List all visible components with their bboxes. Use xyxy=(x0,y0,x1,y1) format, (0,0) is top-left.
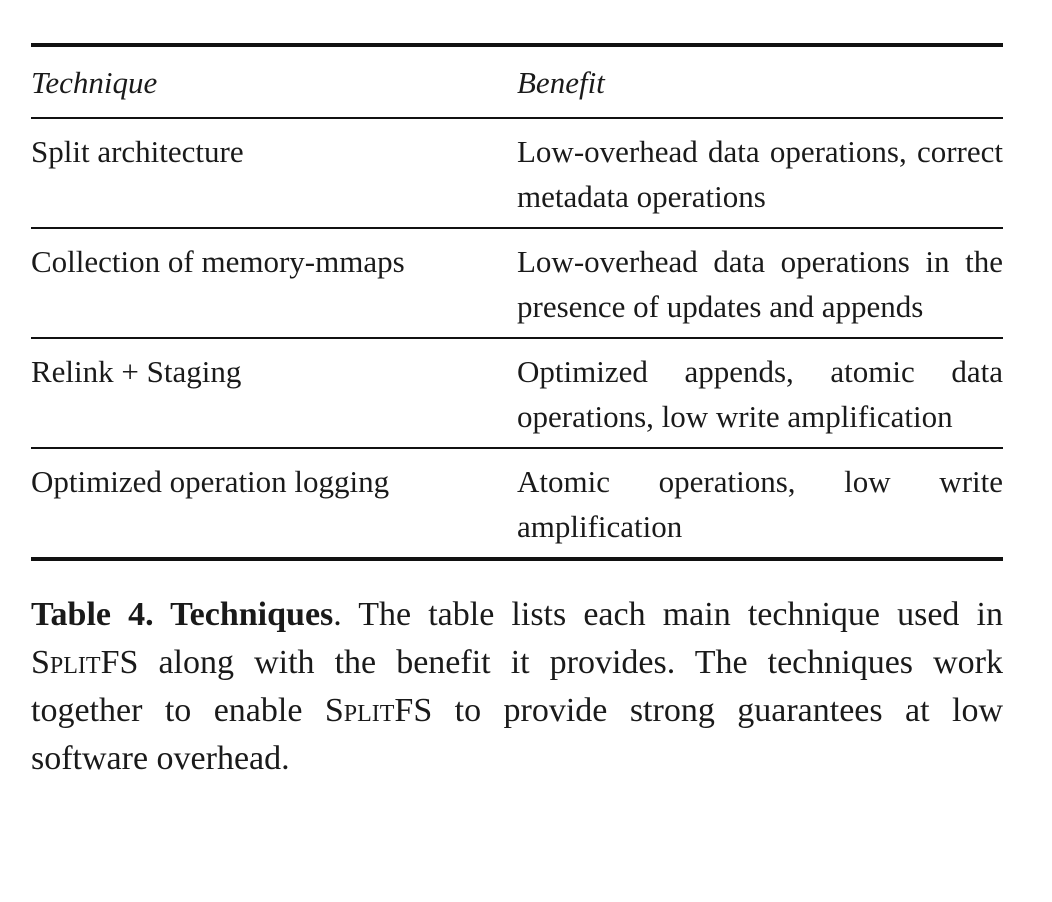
caption-text-1: . The table lists each main technique used in xyxy=(333,596,1003,633)
header-benefit: Benefit xyxy=(517,65,605,100)
table-caption xyxy=(31,591,1003,783)
table-row xyxy=(31,448,1003,559)
system-name: SplitFS xyxy=(31,644,139,681)
header-technique: Technique xyxy=(31,65,158,100)
table-row xyxy=(31,118,1003,228)
table-body xyxy=(31,118,1003,559)
benefit-cell: Optimized appends, atomic data operations, low write amplification xyxy=(517,354,1003,434)
table-row xyxy=(31,228,1003,338)
technique-cell: Collection of memory-mmaps xyxy=(31,244,405,279)
technique-cell: Split architecture xyxy=(31,134,244,169)
caption-text-2: along with the benefit it provides. The techniques work together to enable xyxy=(31,644,1003,729)
table-row xyxy=(31,338,1003,448)
caption-text-3: to provide strong guarantees at low software overhead. xyxy=(31,692,1003,777)
benefit-cell: Low-overhead data operations in the presence of updates and appends xyxy=(517,244,1003,324)
table-header xyxy=(31,45,1003,118)
benefit-cell: Atomic operations, low write amplification xyxy=(517,464,1003,544)
techniques-table xyxy=(31,43,1003,561)
technique-cell: Optimized operation logging xyxy=(31,464,390,499)
benefit-cell: Low-overhead data operations, correct metadata operations xyxy=(517,134,1003,214)
system-name: SplitFS xyxy=(324,692,433,729)
header-row xyxy=(31,45,1003,118)
table-figure xyxy=(31,43,1003,817)
technique-cell: Relink + Staging xyxy=(31,354,242,389)
caption-label: Table 4. Techniques xyxy=(31,596,334,633)
